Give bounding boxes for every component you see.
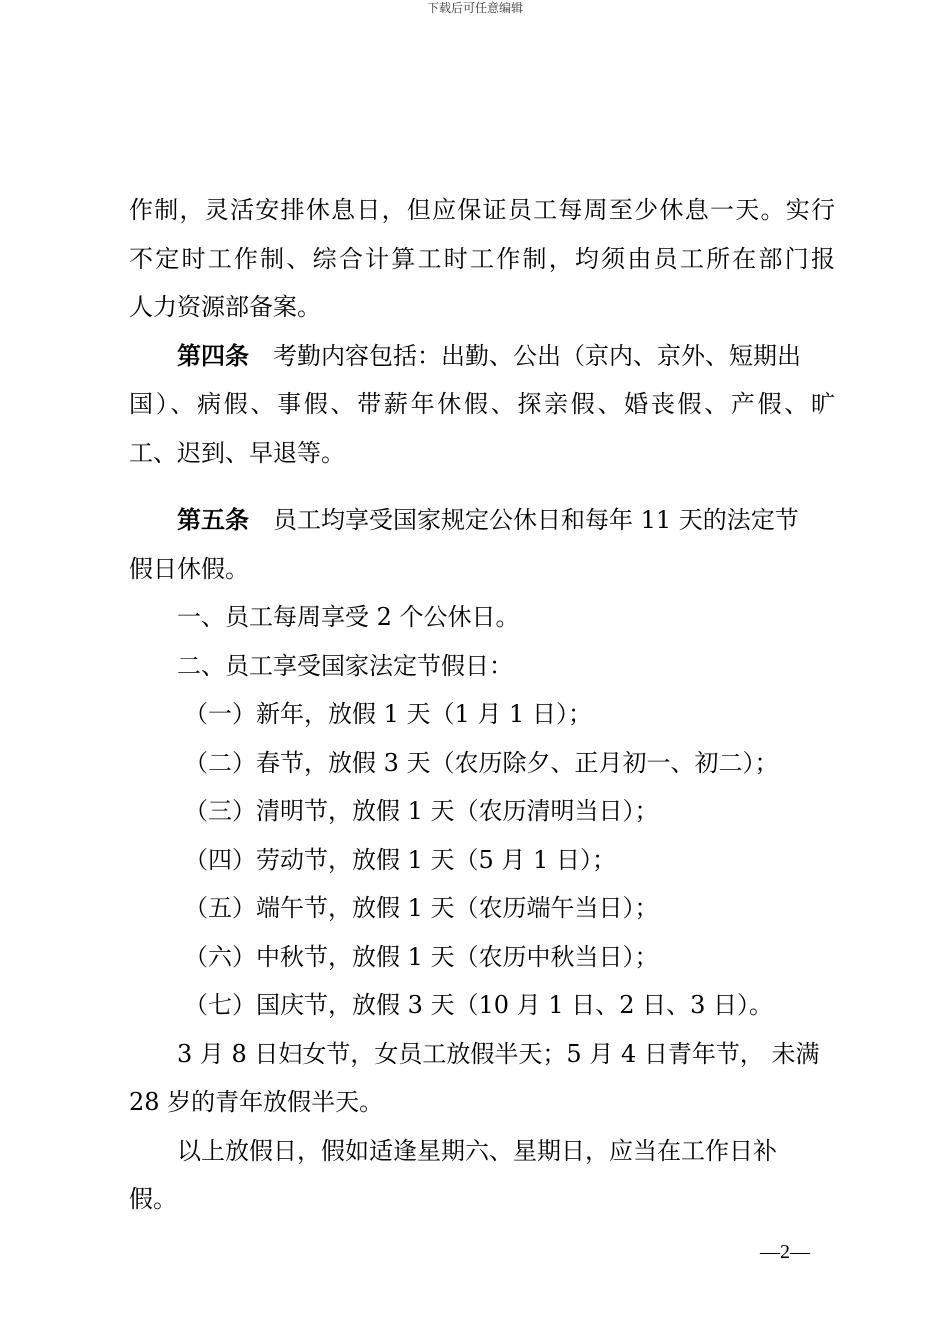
article-5-text: 员工均享受国家规定公休日和每年 11 天的法定节 [273,506,799,534]
paragraph-line: 不定时工作制、综合计算工时工作制，均须由员工所在部门报 [129,244,835,273]
paragraph-line: 工、迟到、早退等。 [129,438,345,467]
page-header: 下载后可任意编辑 [426,1,523,15]
holiday-item: （四）劳动节，放假 1 天（5 月 1 日）； [184,845,616,874]
document-body [129,186,835,1224]
paragraph-line: 3 月 8 日妇女节，女员工放假半天；5 月 4 日青年节， 未满 [177,1039,820,1068]
article-4-label: 第四条 [177,341,249,370]
holiday-item: （七）国庆节，放假 3 天（10 月 1 日、2 日、3 日）。 [184,991,774,1019]
page-number: —2— [760,1241,810,1263]
article-5-line [129,496,835,545]
holiday-item: （六）中秋节，放假 1 天（农历中秋当日）； [184,942,659,971]
list-item: 二、员工享受国家法定节假日： [177,651,513,680]
paragraph-line: 假。 [129,1185,177,1213]
paragraph-line: 以上放假日，假如适逢星期六、星期日，应当在工作日补 [177,1136,777,1165]
paragraph-line: 国）、病假、事假、带薪年休假、探亲假、婚丧假、产假、旷 [129,390,835,418]
holiday-item: （一）新年，放假 1 天（1 月 1 日）； [184,700,592,728]
holiday-item: （三）清明节，放假 1 天（农历清明当日）； [184,797,659,825]
article-4-text: 考勤内容包括：出勤、公出（京内、京外、短期出 [273,341,801,370]
article-5-label: 第五条 [177,506,249,534]
paragraph-line: 假日休假。 [129,554,249,583]
paragraph-line: 28 岁的青年放假半天。 [129,1088,384,1116]
holiday-item: （二）春节，放假 3 天（农历除夕、正月初一、初二）； [184,748,779,777]
paragraph-line: 人力资源部备案。 [129,293,321,321]
holiday-item: （五）端午节，放假 1 天（农历端午当日）； [184,894,659,922]
list-item: 一、员工每周享受 2 个公休日。 [177,603,520,631]
paragraph-line: 作制，灵活安排休息日，但应保证员工每周至少休息一天。实行 [129,196,835,224]
article-4-line [129,332,835,381]
